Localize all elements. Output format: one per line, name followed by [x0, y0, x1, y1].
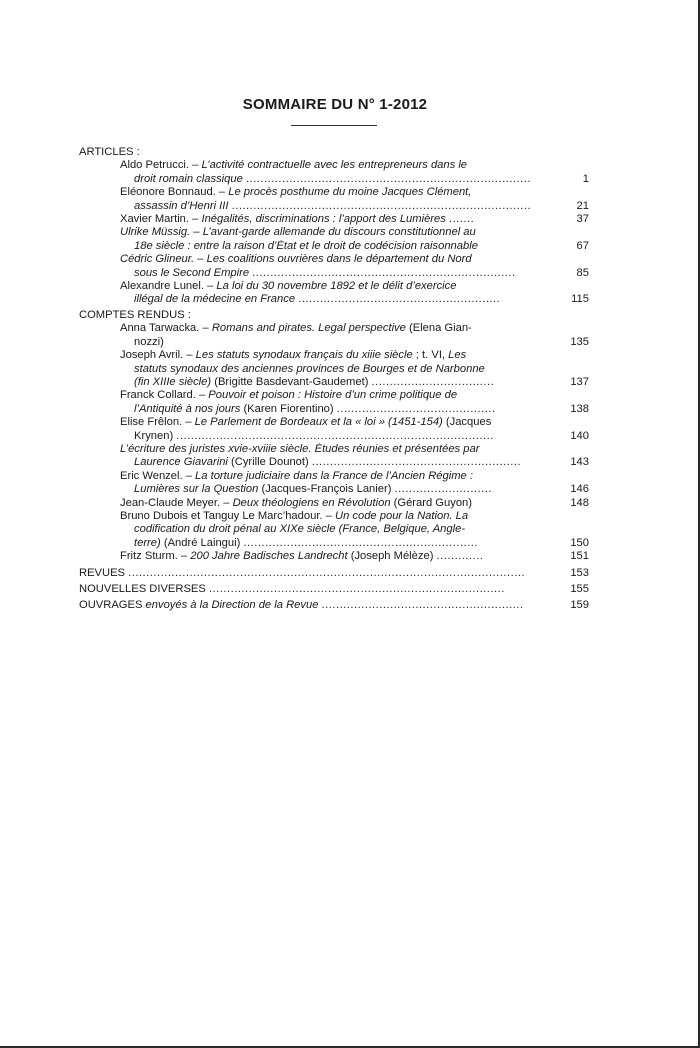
review-title: 200 Jahre Badisches Landrecht — [190, 550, 348, 563]
page-number: 143 — [570, 456, 589, 469]
page-number: 155 — [570, 583, 589, 595]
article-author: Cédric Glineur. — [120, 253, 195, 266]
page-number: 140 — [570, 429, 589, 442]
page-number: 159 — [570, 599, 589, 612]
article-entry: Xavier Martin. – Inégalités, discriminations : l’apport des Lumières ....... 37 — [120, 213, 589, 226]
articles-section — [79, 146, 591, 307]
page-number: 21 — [576, 199, 589, 212]
page-number: 135 — [570, 335, 589, 348]
article-title: La loi du 30 novembre 1892 et le délit d’exercice — [216, 280, 457, 293]
review-title: Romans and pirates. Legal perspective — [211, 322, 406, 335]
article-title: L’avant-garde allemande du discours constitutionnel au — [202, 226, 476, 239]
article-title: L’activité contractuelle avec les entrepreneurs dans le — [201, 159, 468, 172]
article-title: Inégalités, discriminations : l’apport des Lumières — [201, 213, 446, 226]
articles-heading: ARTICLES : — [79, 146, 140, 158]
review-entry: Bruno Dubois et Tanguy Le Marc’hadour. – Un code pour la Nation. La codification du droit pénal au XIXe siècle (France, Belgique, Angle- terre) (André Laingui) ................................................................. 150 — [120, 509, 589, 549]
review-entry: Joseph Avril. – Les statuts synodaux français du xiiie siècle ; t. VI, Les statuts synodaux des anciennes provinces de Bourges et de Narbonne (fin XIIIe siècle) (Brigitte Basdevant-Gaudemet) .................................. 137 — [120, 349, 589, 388]
page-number: 148 — [570, 496, 589, 509]
review-entry: Franck Collard. – Pouvoir et poison : Histoire d’un crime politique de l’Antiquité à nos jours (Karen Fiorentino) ............................................ 138 — [120, 389, 589, 415]
article-author: Alexandre Lunel. — [120, 280, 204, 293]
review-entry: Anna Tarwacka. – Romans and pirates. Legal perspective (Elena Gian- nozzi) 135 — [120, 322, 589, 348]
article-entry: Cédric Glineur. – Les coalitions ouvrières dans le département du Nord sous le Second Empire ......................................................................... 85 — [120, 253, 589, 279]
page-number: 115 — [571, 293, 589, 306]
page-number: 85 — [576, 266, 589, 279]
ouvrages-entry: OUVRAGES envoyés à la Direction de la Revue ........................................................ 159 — [79, 599, 589, 612]
article-author: Ulrike Müssig. — [120, 226, 191, 239]
table-of-contents — [79, 144, 591, 613]
review-title: Un code pour la Nation. La — [334, 509, 469, 522]
article-author: Eléonore Bonnaud. — [120, 186, 216, 199]
review-entry: Elise Frêlon. – Le Parlement de Bordeaux et la « loi » (1451-154) (Jacques Krynen) ........................................................................................ 140 — [120, 416, 589, 442]
page-number: 153 — [570, 566, 589, 579]
review-entry: Jean-Claude Meyer. – Deux théologiens en Révolution (Gérard Guyon) 148 — [120, 496, 589, 509]
page-number: 1 — [582, 172, 589, 185]
article-title: Le procès posthume du moine Jacques Clément, — [228, 186, 472, 199]
review-entry: L’écriture des juristes xvie-xviiie siècle. Études réunies et présentées par Laurence Giavarini (Cyrille Dounot) .......................................................... 143 — [120, 442, 589, 469]
article-author: Aldo Petrucci. — [120, 159, 190, 172]
reviews-section — [79, 309, 591, 564]
review-title: Le Parlement de Bordeaux et la « loi » (1451-154) — [194, 416, 443, 429]
title-rule — [291, 125, 377, 126]
page-number: 151 — [570, 550, 589, 563]
review-entry: Fritz Sturm. – 200 Jahre Badisches Landrecht (Joseph Mélèze) ............. 151 — [120, 550, 589, 563]
review-title: L’écriture des juristes xvie-xviiie siècle. Études réunies et présentées par — [120, 442, 480, 455]
page-number: 37 — [576, 213, 589, 226]
page-number: 137 — [570, 375, 589, 388]
review-title: Deux théologiens en Révolution — [232, 496, 391, 509]
article-entry: Ulrike Müssig. – L’avant-garde allemande du discours constitutionnel au 18e siècle : entre la raison d’État et le droit de codécision raisonnable 67 — [120, 226, 589, 252]
article-entry: Aldo Petrucci. – L’activité contractuelle avec les entrepreneurs dans le droit romain classique ............................................................................... 1 — [120, 159, 589, 185]
article-entry: Alexandre Lunel. – La loi du 30 novembre 1892 et le délit d’exercice illégal de la médecine en France ........................................................ 115 — [120, 280, 589, 306]
page-number: 146 — [570, 483, 589, 496]
article-entry: Eléonore Bonnaud. – Le procès posthume du moine Jacques Clément, assassin d’Henri III ................................................................................... 21 — [120, 186, 589, 212]
review-entry: Eric Wenzel. – La torture judiciaire dans la France de l’Ancien Régime : Lumières sur la Question (Jacques-François Lanier) ........................... 146 — [120, 469, 589, 496]
nouvelles-diverses-entry: NOUVELLES DIVERSES .................................................................................. 155 — [79, 583, 589, 595]
page-number: 67 — [576, 239, 589, 252]
revues-entry: REVUES .............................................................................................................. 153 — [79, 566, 589, 579]
page-title: SOMMAIRE DU N° 1-2012 — [242, 96, 428, 113]
article-title: Les coalitions ouvrières dans le département du Nord — [206, 253, 472, 266]
review-title: La torture judiciaire dans la France de l’Ancien Régime : — [195, 469, 473, 482]
review-title: Les statuts synodaux français du xiiie siècle — [195, 349, 413, 362]
review-title: Pouvoir et poison : Histoire d’un crime politique de — [208, 389, 458, 402]
reviews-heading: COMPTES RENDUS : — [79, 308, 191, 321]
page-number: 150 — [570, 536, 589, 549]
page-number: 138 — [570, 402, 589, 415]
article-author: Xavier Martin. — [120, 213, 190, 226]
